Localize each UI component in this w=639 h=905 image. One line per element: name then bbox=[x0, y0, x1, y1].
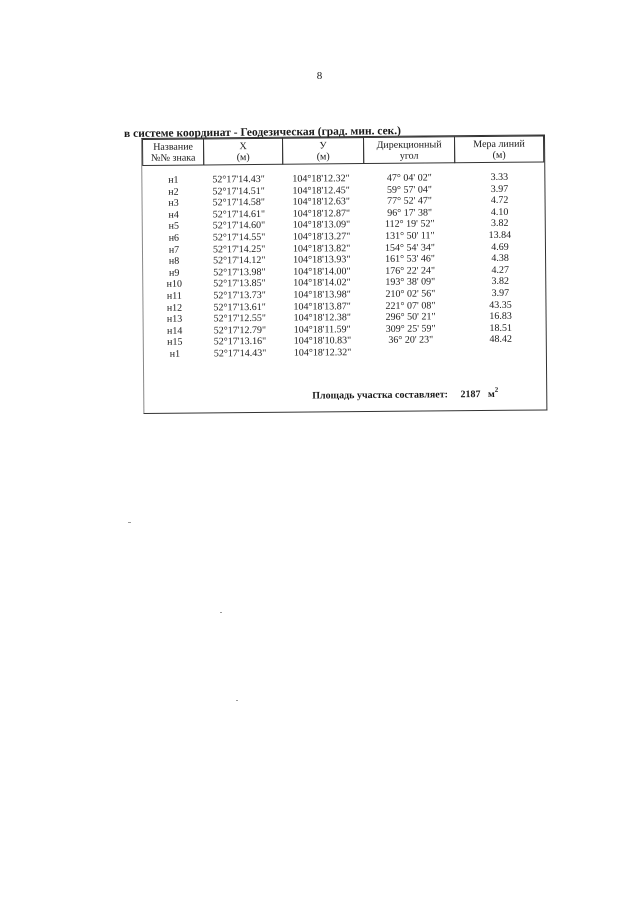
direction-angle: 131° 50' 11" bbox=[385, 230, 435, 242]
point-name: н1 bbox=[169, 348, 181, 360]
x-coordinate: 52°17'13.98" bbox=[213, 266, 266, 279]
x-coordinate: 52°17'14.61" bbox=[212, 208, 266, 221]
area-unit bbox=[487, 385, 499, 400]
point-name: н15 bbox=[167, 336, 183, 349]
point-name: н9 bbox=[168, 267, 180, 279]
line-length: 3.97 bbox=[491, 287, 510, 299]
line-length: 43.35 bbox=[489, 299, 512, 311]
point-name: н12 bbox=[166, 302, 183, 314]
header-x-line2: (м) bbox=[236, 152, 250, 164]
y-coordinate: 104°18'12.45" bbox=[292, 184, 350, 197]
area-value: 2187 bbox=[460, 389, 481, 401]
point-name: н10 bbox=[166, 278, 182, 291]
direction-angle: 210° 02' 56" bbox=[385, 288, 436, 300]
direction-angle: 96° 17' 38" bbox=[387, 207, 433, 219]
header-direction-line1: Дирекционный bbox=[376, 139, 442, 151]
header-y-line2: (м) bbox=[316, 151, 330, 163]
line-length: 4.27 bbox=[491, 264, 509, 276]
x-coordinate: 52°17'14.60" bbox=[212, 220, 266, 232]
area-unit-base: м bbox=[487, 388, 495, 400]
header-name-line1: Название bbox=[153, 141, 194, 153]
point-name: н3 bbox=[168, 197, 179, 209]
scan-speck bbox=[236, 700, 238, 701]
direction-angle: 112° 19' 52" bbox=[384, 218, 435, 231]
x-coordinate: 52°17'14.12" bbox=[213, 255, 266, 267]
line-length bbox=[456, 345, 546, 346]
area-unit-power: 2 bbox=[494, 385, 499, 394]
line-length: 3.33 bbox=[490, 171, 509, 183]
line-length: 18.51 bbox=[489, 322, 512, 334]
direction-angle: 193° 38' 09" bbox=[385, 276, 436, 289]
table-row bbox=[144, 345, 546, 360]
line-length: 4.69 bbox=[491, 241, 509, 253]
y-coordinate: 104°18'10.83" bbox=[293, 335, 352, 347]
y-coordinate: 104°18'12.38" bbox=[293, 312, 352, 324]
y-coordinate: 104°18'11.59" bbox=[293, 323, 351, 336]
y-coordinate: 104°18'12.32" bbox=[293, 347, 352, 359]
header-length-line2: (м) bbox=[492, 149, 506, 161]
y-coordinate: 104°18'13.09" bbox=[292, 219, 351, 232]
point-name: н4 bbox=[168, 209, 179, 221]
line-length: 3.97 bbox=[490, 183, 509, 195]
coordinate-system-heading: в системе координат - Геодезическая (град. мин. сек.) bbox=[123, 125, 402, 140]
point-name: н5 bbox=[168, 221, 179, 233]
direction-angle: 161° 53' 46" bbox=[385, 253, 436, 266]
line-length: 3.82 bbox=[490, 218, 509, 230]
line-length: 4.38 bbox=[491, 252, 509, 265]
header-y bbox=[282, 137, 364, 165]
y-coordinate: 104°18'13.93" bbox=[293, 254, 351, 266]
scan-speck bbox=[128, 522, 131, 523]
y-coordinate: 104°18'14.00" bbox=[293, 265, 351, 278]
header-direction-line2: угол bbox=[399, 150, 419, 162]
y-coordinate: 104°18'12.32" bbox=[292, 173, 350, 185]
line-length: 13.84 bbox=[488, 229, 512, 241]
y-coordinate: 104°18'13.27" bbox=[292, 231, 351, 243]
table-body bbox=[142, 171, 546, 360]
y-coordinate: 104°18'13.98" bbox=[293, 289, 351, 301]
coordinates-table-frame bbox=[141, 134, 547, 414]
x-coordinate: 52°17'13.85" bbox=[213, 278, 266, 290]
scan-speck bbox=[220, 612, 222, 613]
header-length bbox=[454, 135, 544, 163]
point-name: н8 bbox=[168, 255, 180, 267]
x-coordinate: 52°17'14.51" bbox=[212, 185, 265, 197]
point-name: н2 bbox=[168, 186, 179, 198]
area-label: Площадь участка составляет: bbox=[312, 389, 448, 402]
point-name: н6 bbox=[168, 232, 180, 244]
direction-angle: 77° 52' 47" bbox=[387, 195, 433, 208]
direction-angle: 296° 50' 21" bbox=[385, 311, 436, 323]
x-coordinate: 52°17'13.61" bbox=[213, 301, 266, 313]
line-length: 48.42 bbox=[489, 334, 513, 346]
direction-angle bbox=[365, 346, 457, 347]
header-length-line1: Мера линий bbox=[473, 138, 525, 151]
direction-angle: 309° 25' 59" bbox=[385, 323, 436, 335]
point-name: н7 bbox=[168, 244, 180, 256]
x-coordinate: 52°17'14.55" bbox=[212, 231, 266, 244]
x-coordinate: 52°17'14.43" bbox=[212, 173, 265, 186]
direction-angle: 221° 07' 08" bbox=[385, 299, 436, 312]
y-coordinate: 104°18'12.87" bbox=[292, 207, 351, 220]
direction-angle: 36° 20' 23" bbox=[388, 334, 434, 347]
line-length: 4.10 bbox=[490, 206, 509, 218]
direction-angle: 59° 57' 04" bbox=[386, 184, 432, 196]
header-y-line1: У bbox=[319, 140, 327, 152]
header-x-line1: X bbox=[239, 141, 247, 153]
y-coordinate: 104°18'12.63" bbox=[292, 196, 351, 208]
direction-angle: 47° 04' 02" bbox=[386, 172, 432, 184]
point-name: н14 bbox=[166, 325, 183, 337]
point-name: н13 bbox=[166, 313, 183, 325]
y-coordinate: 104°18'14.02" bbox=[293, 277, 351, 290]
header-name bbox=[142, 138, 204, 166]
x-coordinate: 52°17'12.55" bbox=[213, 313, 267, 325]
direction-angle: 176° 22' 24" bbox=[385, 265, 436, 277]
line-length: 16.83 bbox=[489, 310, 512, 323]
line-length: 4.72 bbox=[490, 194, 509, 207]
x-coordinate: 52°17'14.58" bbox=[212, 197, 266, 209]
header-name-line2: №№ знака bbox=[150, 152, 196, 164]
point-name: н11 bbox=[166, 290, 182, 302]
direction-angle: 154° 54' 34" bbox=[384, 242, 435, 254]
y-coordinate: 104°18'13.87" bbox=[293, 300, 351, 313]
x-coordinate: 52°17'13.16" bbox=[213, 336, 267, 348]
x-coordinate: 52°17'13.73" bbox=[213, 289, 266, 302]
table-header bbox=[142, 135, 544, 167]
x-coordinate: 52°17'14.25" bbox=[212, 243, 266, 255]
area-summary bbox=[312, 386, 498, 402]
point-name: н1 bbox=[168, 174, 179, 186]
x-coordinate: 52°17'12.79" bbox=[213, 324, 267, 337]
page-number: 8 bbox=[316, 70, 323, 82]
y-coordinate: 104°18'13.82" bbox=[292, 242, 351, 255]
header-direction bbox=[363, 136, 455, 164]
header-x bbox=[203, 138, 283, 166]
line-length: 3.82 bbox=[491, 276, 510, 288]
x-coordinate: 52°17'14.43" bbox=[213, 347, 267, 360]
